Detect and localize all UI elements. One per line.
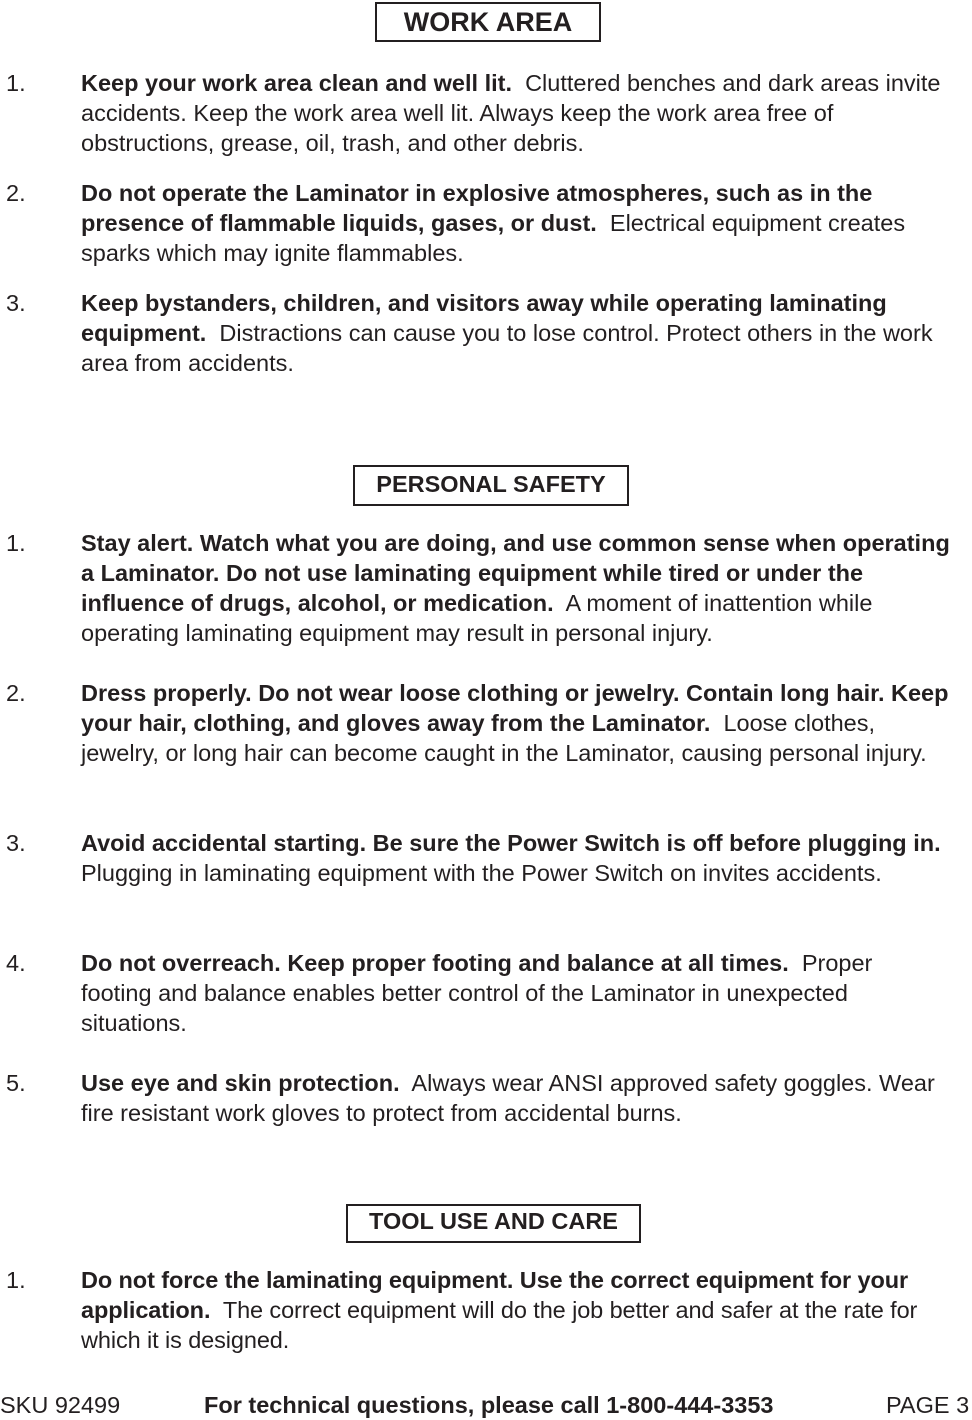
footer-contact: For technical questions, please call 1-800-444-3353 <box>204 1392 774 1418</box>
section-header-work-area: WORK AREA <box>375 2 601 42</box>
item-body: Loose clothes, jewelry, or long hair can become caught in the Laminator, causing personal injury. <box>81 710 927 766</box>
item-heading: Use eye and skin protection. <box>81 1070 400 1096</box>
section-header-tool-use-and-care: TOOL USE AND CARE <box>346 1204 641 1243</box>
footer-page-number: PAGE 3 <box>886 1392 970 1418</box>
item-number: 3. <box>6 830 26 856</box>
section-header-personal-safety: PERSONAL SAFETY <box>353 465 629 506</box>
item-number: 1. <box>6 530 26 556</box>
item-body: Proper footing and balance enables better control of the Laminator in unexpected situations. <box>81 950 873 1036</box>
item-body: A moment of inattention while operating laminating equipment may result in personal injury. <box>81 590 873 646</box>
item-body: Always wear ANSI approved safety goggles. Wear fire resistant work gloves to protect from accidental burns. <box>81 1070 935 1126</box>
item-body: The correct equipment will do the job better and safer at the rate for which it is designed. <box>81 1297 918 1353</box>
item-heading: Keep your work area clean and well lit. <box>81 70 512 96</box>
item-heading: Stay alert. Watch what you are doing, and use common sense when operating a Laminator. Do not use laminating equipment while tired or under the influence of drugs, alcohol, or medication. <box>81 530 950 616</box>
item-heading: Keep bystanders, children, and visitors away while operating laminating equipment. <box>81 290 887 346</box>
item-number: 2. <box>6 680 26 706</box>
item-number: 1. <box>6 1267 26 1293</box>
item-body: Cluttered benches and dark areas invite accidents. Keep the work area well lit. Always keep the work area free of obstructions, grease, oil, trash, and other debris. <box>81 70 941 156</box>
item-heading: Avoid accidental starting. Be sure the Power Switch is off before plugging in. <box>81 830 941 856</box>
item-heading: Do not overreach. Keep proper footing and balance at all times. <box>81 950 789 976</box>
item-body: Distractions can cause you to lose control. Protect others in the work area from accidents. <box>81 320 933 376</box>
item-heading: Dress properly. Do not wear loose clothing or jewelry. Contain long hair. Keep your hair, clothing, and gloves away from the Laminator. <box>81 680 949 736</box>
item-heading: Do not force the laminating equipment. Use the correct equipment for your application. <box>81 1267 909 1323</box>
item-body: Plugging in laminating equipment with the Power Switch on invites accidents. <box>81 860 882 886</box>
item-number: 3. <box>6 290 26 316</box>
item-number: 4. <box>6 950 26 976</box>
item-number: 5. <box>6 1070 26 1096</box>
item-body: Electrical equipment creates sparks which may ignite flammables. <box>81 210 906 266</box>
item-heading: Do not operate the Laminator in explosive atmospheres, such as in the presence of flammable liquids, gases, or dust. <box>81 180 873 236</box>
item-number: 1. <box>6 70 26 96</box>
footer-sku: SKU 92499 <box>0 1392 121 1418</box>
item-number: 2. <box>6 180 26 206</box>
